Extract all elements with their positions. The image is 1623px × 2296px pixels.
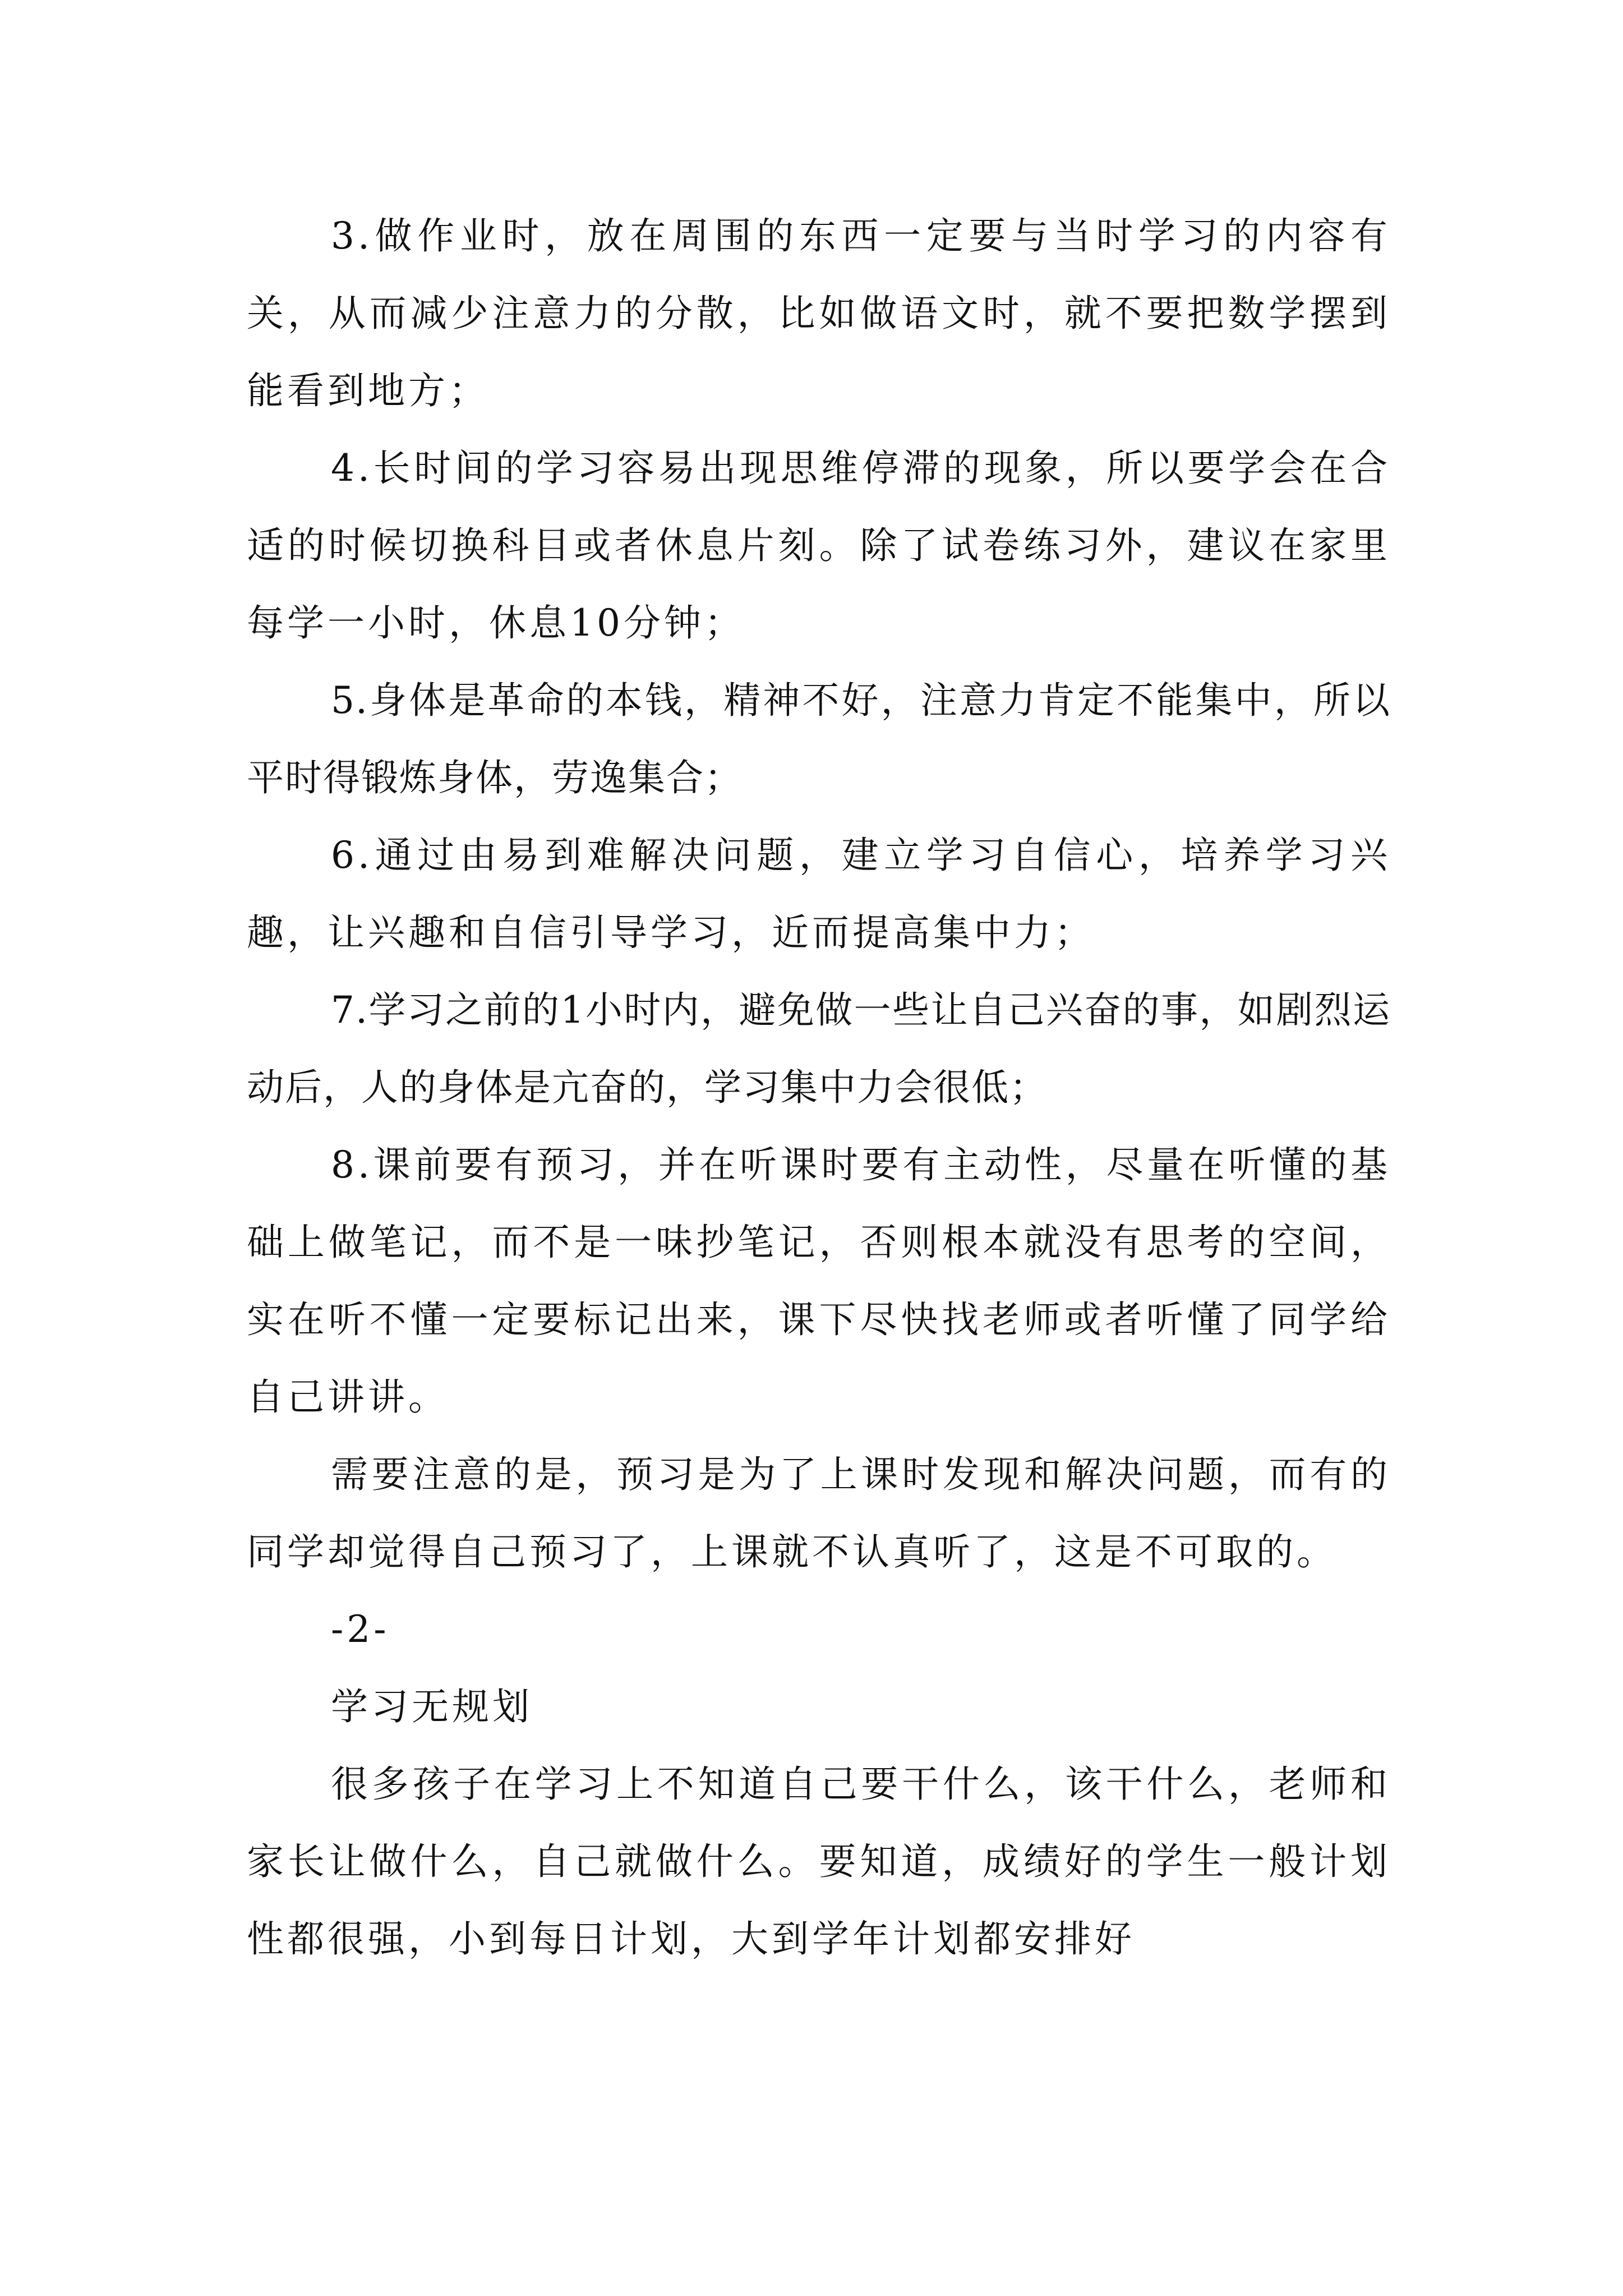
paragraph-item-5: 5.身体是革命的本钱，精神不好，注意力肯定不能集中，所以平时得锻炼身体，劳逸集合； xyxy=(247,679,1391,799)
paragraph-item-8: 8.课前要有预习，并在听课时要有主动性，尽量在听懂的基础上做笔记，而不是一味抄笔记，否则根本就没有思考的空间，实在听不懂一定要标记出来，课下尽快找老师或者听懂了同学给自己讲讲。 xyxy=(247,1143,1391,1419)
paragraph-item-4: 4.长时间的学习容易出现思维停滞的现象，所以要学会在合适的时候切换科目或者休息片刻。除了试卷练习外，建议在家里每学一小时，休息10分钟； xyxy=(247,447,1391,645)
paragraph-note: 需要注意的是，预习是为了上课时发现和解决问题，而有的同学却觉得自己预习了，上课就不认真听了，这是不可取的。 xyxy=(247,1453,1391,1573)
paragraph-item-7: 7.学习之前的1小时内，避免做一些让自己兴奋的事，如剧烈运动后，人的身体是亢奋的，学习集中力会很低； xyxy=(247,988,1391,1109)
paragraph-item-6: 6.通过由易到难解决问题，建立学习自信心，培养学习兴趣，让兴趣和自信引导学习，近而提高集中力； xyxy=(247,834,1391,954)
paragraph-intro: 很多孩子在学习上不知道自己要干什么，该干什么，老师和家长让做什么，自己就做什么。要知道，成绩好的学生一般计划性都很强，小到每日计划，大到学年计划都安排好 xyxy=(247,1763,1391,1961)
section-heading: 学习无规划 xyxy=(331,1685,533,1728)
section-number: -2- xyxy=(331,1608,390,1651)
document-body xyxy=(247,197,1391,1978)
paragraph-item-3: 3.做作业时，放在周围的东西一定要与当时学习的内容有关，从而减少注意力的分散，比如做语文时，就不要把数学摆到能看到地方； xyxy=(247,214,1391,412)
